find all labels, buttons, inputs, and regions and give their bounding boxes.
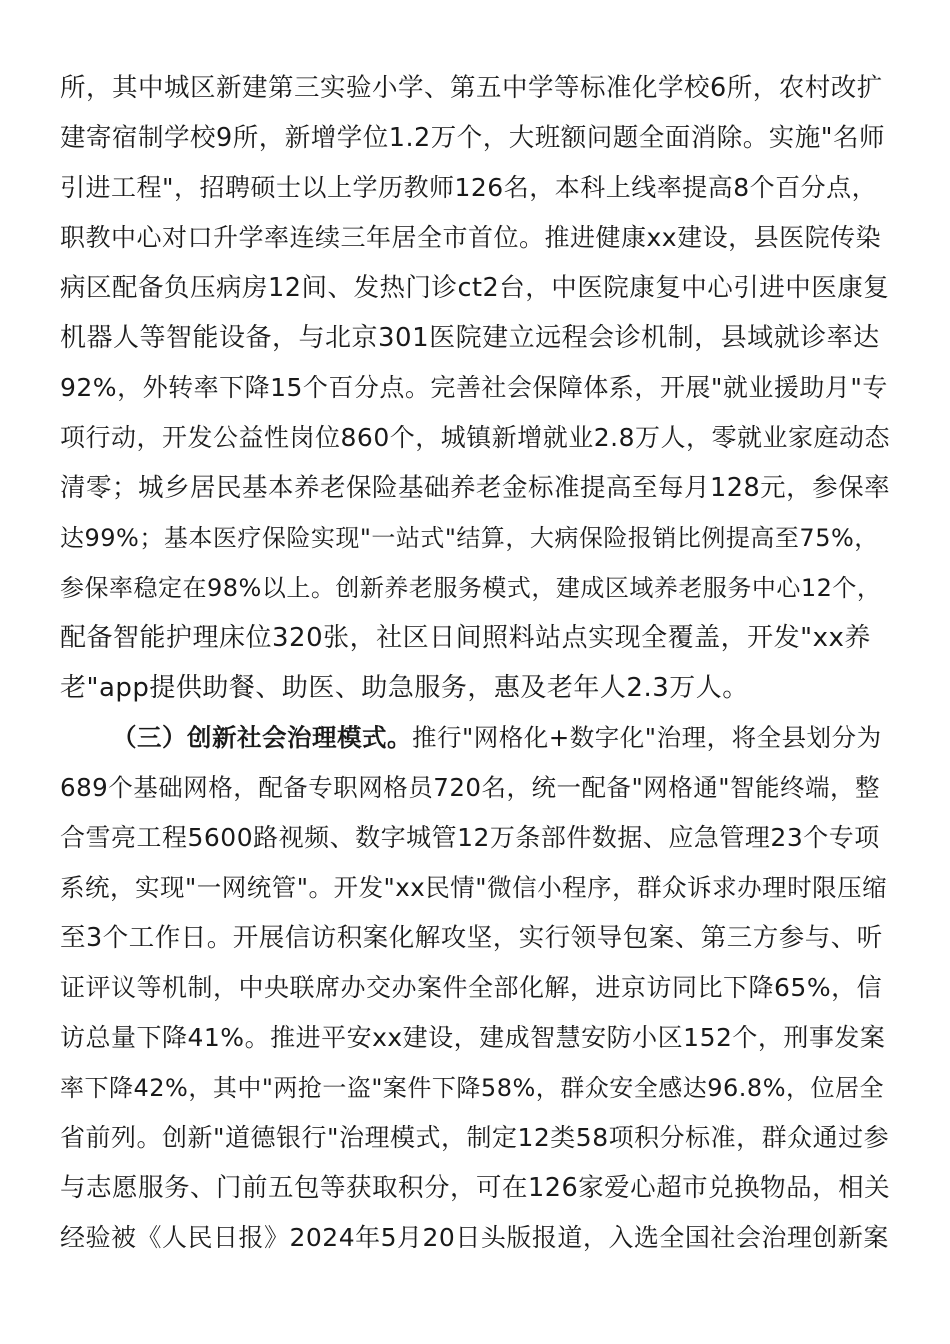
- section-first-line: [112, 718, 882, 758]
- paragraph-line: 职教中心对口升学率连续三年居全市首位。推进健康xx建设，县医院传染: [60, 223, 882, 252]
- paragraph-line: 病区配备负压病房12间、发热门诊ct2台，中医院康复中心引进中医康复: [60, 273, 890, 303]
- paragraph-line: 配备智能护理床位320张，社区日间照料站点实现全覆盖，开发"xx养: [60, 623, 871, 653]
- section-heading: （三）创新社会治理模式。: [112, 723, 412, 752]
- paragraph-line: 与志愿服务、门前五包等获取积分，可在126家爱心超市兑换物品，相关: [60, 1173, 891, 1203]
- paragraph-line: 机器人等智能设备，与北京301医院建立远程会诊机制，县域就诊率达: [60, 323, 880, 353]
- paragraph-line: 合雪亮工程5600路视频、数字城管12万条部件数据、应急管理23个专项: [60, 823, 880, 852]
- paragraph-line: 省前列。创新"道德银行"治理模式，制定12类58项积分标准，群众通过参: [60, 1123, 890, 1152]
- paragraph-line: 清零；城乡居民基本养老保险基础养老金标准提高至每月128元，参保率: [60, 473, 891, 503]
- paragraph-line: 至3个工作日。开展信访积案化解攻坚，实行领导包案、第三方参与、听: [60, 923, 883, 953]
- paragraph-line: 系统，实现"一网统管"。开发"xx民情"微信小程序，群众诉求办理时限压缩: [60, 873, 888, 902]
- paragraph-line: 建寄宿制学校9所，新增学位1.2万个，大班额问题全面消除。实施"名师: [60, 123, 886, 153]
- paragraph-line: 92%，外转率下降15个百分点。完善社会保障体系，开展"就业援助月"专: [60, 373, 888, 402]
- paragraph-line: 项行动，开发公益性岗位860个，城镇新增就业2.8万人，零就业家庭动态: [60, 423, 890, 452]
- paragraph-line: 引进工程"，招聘硕士以上学历教师126名，本科上线率提高8个百分点，: [60, 173, 878, 202]
- paragraph-line: 老"app提供助餐、助医、助急服务，惠及老年人2.3万人。: [60, 673, 749, 703]
- paragraph-line: 经验被《人民日报》2024年5月20日头版报道，入选全国社会治理创新案: [60, 1223, 889, 1252]
- paragraph-line: 达99%；基本医疗保险实现"一站式"结算，大病保险报销比例提高至75%，: [60, 524, 879, 552]
- paragraph-line: 所，其中城区新建第三实验小学、第五中学等标准化学校6所，农村改扩: [60, 73, 883, 103]
- paragraph-line: 689个基础网格，配备专职网格员720名，统一配备"网格通"智能终端，整: [60, 773, 881, 802]
- section-first-line-text: 推行"网格化+数字化"治理，将全县划分为: [412, 723, 882, 752]
- paragraph-line: 参保率稳定在98%以上。创新养老服务模式，建成区域养老服务中心12个，: [60, 574, 882, 602]
- paragraph-line: 率下降42%，其中"两抢一盗"案件下降58%，群众安全感达96.8%，位居全: [60, 1074, 885, 1102]
- paragraph-line: 证评议等机制，中央联席办交办案件全部化解，进京访同比下降65%，信: [60, 973, 883, 1002]
- paragraph-line: 访总量下降41%。推进平安xx建设，建成智慧安防小区152个，刑事发案: [60, 1023, 886, 1052]
